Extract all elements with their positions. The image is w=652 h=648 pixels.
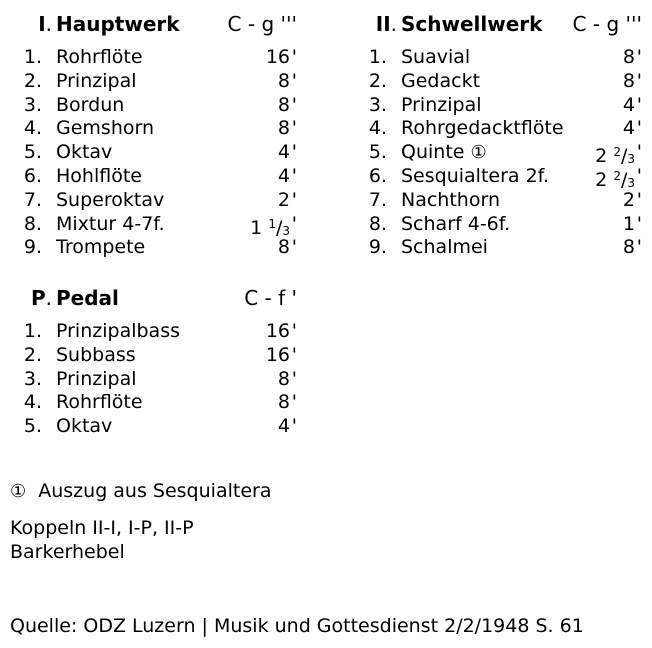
feet-mark: ' (291, 343, 297, 366)
stop-number: 9. (368, 236, 387, 259)
stop-name-wrap (56, 165, 142, 189)
stop-number: 2. (23, 69, 42, 92)
footnote-text: Auszug aus Sesquialtera (38, 480, 272, 502)
feet-mark: ' (636, 93, 642, 116)
stop-row-hauptwerk-2 (10, 70, 300, 94)
division-heading (355, 12, 645, 42)
stop-number: 5. (368, 141, 387, 164)
stop-name-wrap (56, 344, 136, 368)
feet-mark: ' (291, 367, 297, 390)
stop-list (355, 46, 645, 260)
source-line: Quelle: ODZ Luzern | Musik und Gottesdienst 2/2/1948 S. 61 (10, 615, 584, 637)
stop-name: Superoktav (56, 188, 165, 211)
stop-row-pedal-3 (10, 368, 300, 392)
stop-number: 6. (23, 164, 42, 187)
stop-name-wrap (401, 213, 510, 237)
stop-row-hauptwerk-5 (10, 141, 300, 165)
stop-feet: 2 (277, 188, 290, 211)
stop-number: 2. (368, 69, 387, 92)
stop-number: 8. (368, 212, 387, 235)
stop-number: 1. (368, 46, 387, 68)
stop-row-schwellwerk-1 (355, 46, 645, 70)
feet-mark: ' (291, 391, 297, 414)
division-name: Hauptwerk (56, 12, 180, 36)
footnote-ref-icon: ① (470, 142, 487, 164)
stop-row-schwellwerk-5 (355, 141, 645, 168)
footnote-mark-icon: ① (10, 481, 27, 502)
stop-name: Schalmei (401, 236, 488, 259)
stop-row-pedal-1 (10, 320, 300, 344)
stop-feet: 4 (622, 93, 635, 116)
stop-number: 5. (23, 141, 42, 164)
feet-mark: ' (291, 188, 297, 211)
stop-number: 1. (23, 46, 42, 68)
stop-name-wrap (401, 94, 482, 118)
stop-name-wrap (56, 141, 112, 165)
division-numeral: I. (38, 12, 52, 36)
stop-name: Rohrgedacktflöte (401, 117, 564, 140)
stop-row-pedal-2 (10, 344, 300, 368)
stop-list (10, 320, 300, 439)
stop-name: Oktav (56, 141, 113, 164)
stop-feet: 16 (265, 46, 290, 68)
footnote (10, 480, 271, 502)
feet-mark: ' (636, 212, 642, 235)
couplers-line: Koppeln II-I, I-P, II-P (10, 517, 194, 539)
stop-feet: 16 (265, 343, 290, 366)
feet-mark: ' (291, 415, 297, 438)
stop-row-schwellwerk-4 (355, 117, 645, 141)
stop-number: 2. (23, 343, 42, 366)
stop-number: 4. (23, 117, 42, 140)
stop-row-hauptwerk-1 (10, 46, 300, 70)
stop-name: Nachthorn (401, 188, 500, 211)
feet-mark: ' (291, 141, 297, 164)
feet-mark: ' (636, 188, 642, 211)
feet-mark: ' (636, 164, 642, 187)
stop-name-wrap (401, 46, 470, 70)
stop-name-wrap (56, 320, 180, 344)
feet-mark: ' (291, 93, 297, 116)
stop-number: 4. (23, 391, 42, 414)
stop-feet: 4 (277, 415, 290, 438)
stop-name: Hohlflöte (56, 164, 142, 187)
stop-name: Suavial (401, 46, 471, 68)
stop-row-hauptwerk-4 (10, 117, 300, 141)
division-hauptwerk (10, 12, 300, 260)
stop-name-wrap (401, 236, 488, 260)
feet-mark: ' (291, 212, 297, 235)
stop-feet: 8 (277, 236, 290, 259)
stop-number: 1. (23, 320, 42, 342)
stop-feet: 8 (277, 117, 290, 140)
feet-mark: ' (291, 320, 297, 342)
stop-number: 6. (368, 164, 387, 187)
stop-feet: 4 (277, 164, 290, 187)
stop-name: Quinte (401, 141, 465, 164)
division-heading (10, 12, 300, 42)
stop-name-wrap (56, 189, 164, 213)
feet-mark: ' (291, 236, 297, 259)
stop-name-wrap (401, 165, 549, 189)
feet-mark: ' (291, 46, 297, 68)
stop-row-hauptwerk-8 (10, 213, 300, 237)
division-pedal (10, 286, 300, 439)
stop-feet: 8 (277, 367, 290, 390)
division-range: C - g ''' (572, 12, 642, 36)
stop-feet: 8 (277, 93, 290, 116)
stop-row-pedal-4 (10, 391, 300, 415)
feet-mark: ' (291, 164, 297, 187)
stop-name-wrap (56, 368, 137, 392)
action-line: Barkerhebel (10, 541, 125, 563)
stop-row-schwellwerk-7 (355, 189, 645, 213)
stop-name: Rohrflöte (56, 391, 143, 414)
stop-name: Gedackt (401, 69, 481, 92)
feet-mark: ' (291, 117, 297, 140)
stop-row-hauptwerk-6 (10, 165, 300, 189)
division-schwellwerk (355, 12, 645, 260)
stop-row-hauptwerk-3 (10, 94, 300, 118)
division-numeral: II. (375, 12, 397, 36)
feet-mark: ' (636, 69, 642, 92)
stop-name-wrap (56, 46, 143, 70)
stop-number: 3. (23, 93, 42, 116)
stop-name-wrap (401, 117, 564, 141)
stop-row-schwellwerk-2 (355, 70, 645, 94)
stop-name-wrap (56, 117, 154, 141)
stop-name-wrap (56, 391, 143, 415)
stop-row-hauptwerk-7 (10, 189, 300, 213)
stop-number: 5. (23, 415, 42, 438)
stop-row-schwellwerk-3 (355, 94, 645, 118)
stop-name: Prinzipalbass (56, 320, 180, 342)
stop-feet: 2 (622, 188, 635, 211)
feet-mark: ' (636, 117, 642, 140)
feet-mark: ' (636, 141, 642, 164)
stop-number: 4. (368, 117, 387, 140)
stop-name-wrap (401, 70, 480, 94)
stop-feet: 8 (622, 236, 635, 259)
feet-mark: ' (636, 236, 642, 259)
stop-feet: 8 (622, 46, 635, 68)
stop-feet: 4 (622, 117, 635, 140)
stop-feet: 2 $^2/_3$ (595, 145, 635, 168)
stop-name: Prinzipal (56, 69, 137, 92)
stop-feet: 1 (622, 212, 635, 235)
stop-number: 7. (23, 188, 42, 211)
division-heading (10, 286, 300, 316)
stop-row-pedal-5 (10, 415, 300, 439)
stop-row-schwellwerk-9 (355, 236, 645, 260)
division-range: C - f ' (244, 286, 297, 310)
stop-name-wrap (56, 236, 145, 260)
stop-feet: 8 (277, 69, 290, 92)
stop-feet: 1 $^1/_3$ (250, 216, 290, 239)
stop-row-hauptwerk-9 (10, 236, 300, 260)
stop-name-wrap (401, 189, 500, 213)
stop-name: Rohrflöte (56, 46, 143, 68)
stop-name-wrap (401, 141, 487, 165)
stop-feet: 16 (265, 320, 290, 342)
stop-number: 8. (23, 212, 42, 235)
stop-name-wrap (56, 415, 112, 439)
stop-number: 3. (23, 367, 42, 390)
stop-name: Scharf 4-6f. (401, 212, 511, 235)
stop-name-wrap (56, 70, 137, 94)
stop-name: Trompete (56, 236, 146, 259)
stop-row-schwellwerk-6 (355, 165, 645, 189)
stop-number: 9. (23, 236, 42, 259)
stop-name: Oktav (56, 415, 113, 438)
division-numeral: P. (30, 286, 52, 310)
feet-mark: ' (636, 46, 642, 68)
stop-list (10, 46, 300, 260)
stop-number: 3. (368, 93, 387, 116)
division-name: Schwellwerk (401, 12, 543, 36)
division-name: Pedal (56, 286, 119, 310)
stop-name: Prinzipal (401, 93, 482, 116)
stop-name-wrap (56, 213, 165, 237)
stop-feet: 8 (277, 391, 290, 414)
stop-number: 7. (368, 188, 387, 211)
stop-row-schwellwerk-8 (355, 213, 645, 237)
stop-feet: 8 (622, 69, 635, 92)
division-range: C - g ''' (227, 12, 297, 36)
stop-feet: 2 $^2/_3$ (595, 168, 635, 191)
stop-name: Gemshorn (56, 117, 155, 140)
stop-name: Bordun (56, 93, 125, 116)
stop-name: Subbass (56, 343, 136, 366)
stop-name-wrap (56, 94, 124, 118)
stop-feet: 4 (277, 141, 290, 164)
stop-name: Sesquialtera 2f. (401, 164, 550, 187)
stop-name: Mixtur 4-7f. (56, 212, 165, 235)
feet-mark: ' (291, 69, 297, 92)
stop-name: Prinzipal (56, 367, 137, 390)
